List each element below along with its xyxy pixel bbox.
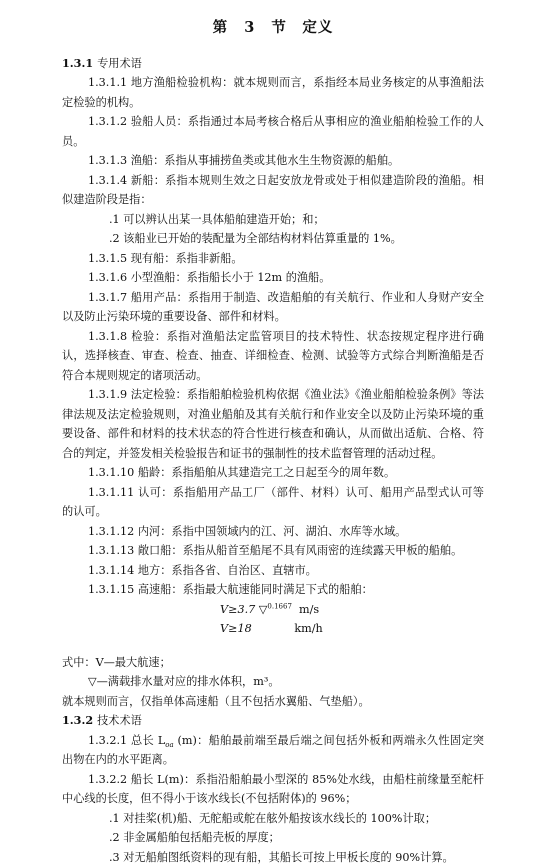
definition-paragraph: 1.3.1.5 现有船：系指非新船。 xyxy=(62,249,484,269)
definition-paragraph: 1.3.1.10 船龄：系指船舶从其建造完工之日起至今的周年数。 xyxy=(62,463,484,483)
formula-exponent: 0.1667 xyxy=(267,602,292,610)
scope-note: 就本规则而言，仅指单体高速船（且不包括水翼船、气垫船）。 xyxy=(62,692,484,712)
subsection-heading-special-terms xyxy=(62,54,484,74)
definition-paragraph: 1.3.1.7 船用产品：系指用于制造、改造船舶的有关航行、作业和人身财产安全以及防止污染环境的重要设备、部件和材料。 xyxy=(62,288,484,327)
list-item: .1 对挂桨(机)船、无舵船或舵在舷外船按该水线长的 100%计取； xyxy=(62,809,484,829)
subsection-number: 1.3.2 xyxy=(62,713,93,727)
definition-paragraph: 1.3.1.1 地方渔船检验机构：就本规则而言，系指经本局业务核定的从事渔船法定检验的机构。 xyxy=(62,73,484,112)
subsection-heading-technical-terms xyxy=(62,711,484,731)
formula-speed-kmh xyxy=(62,619,484,639)
definition-paragraph: 1.3.2.1 总长 $L_{oa}$ (m)：船舶最前端至最后端之间包括外板和两端永久性固定突出物在内的水平距离。 xyxy=(62,731,484,770)
list-item: .2 该船业已开始的装配量为全部结构材料估算重量的 1%。 xyxy=(62,229,484,249)
definition-paragraph: 1.3.1.6 小型渔船：系指船长小于 12m 的渔船。 xyxy=(62,268,484,288)
definition-paragraph: 1.3.1.9 法定检验：系指船舶检验机构依据《渔业法》《渔业船舶检验条例》等法律法规及法定检验规则，对渔业船舶及其有关航行和作业安全以及防止污染环境的重要设备、部件和材料的技术状态的符合性进行核查和确认，从而做出适航、合格、符合的判定，并签发相关检验报告和证书的强制性的技术监督管理的活动过程。 xyxy=(62,385,484,463)
formula-lhs: V≥3.7 ▽ xyxy=(220,603,267,616)
definition-paragraph: 1.3.1.15 高速船：系指最大航速能同时满足下式的船舶： xyxy=(62,580,484,600)
list-item: .1 可以辨认出某一具体船舶建造开始；和； xyxy=(62,210,484,230)
definition-paragraph: 1.3.1.8 检验：系指对渔船法定监管项目的技术特性、状态按规定程序进行确认，选择核查、审查、检查、抽查、详细检查、检测、试验等方式综合判断渔船是否符合本规则规定的诸项活动。 xyxy=(62,327,484,386)
formula-unit: km/h xyxy=(294,622,322,635)
definition-paragraph: 1.3.1.2 验船人员：系指通过本局考核合格后从事相应的渔业船舶检验工作的人员。 xyxy=(62,112,484,151)
list-item: .3 对无船舶图纸资料的现有船，其船长可按上甲板长度的 90%计算。 xyxy=(62,848,484,867)
subscript: oa xyxy=(165,741,173,749)
subsection-name: 技术术语 xyxy=(97,714,142,727)
definition-paragraph: 1.3.1.13 敞口船：系指从船首至船尾不具有风雨密的连续露天甲板的船舶。 xyxy=(62,541,484,561)
subsection-name: 专用术语 xyxy=(97,57,142,70)
definition-paragraph: 1.3.1.4 新船：系指本规则生效之日起安放龙骨或处于相似建造阶段的渔船。相似建造阶段是指： xyxy=(62,171,484,210)
formula-unit: m/s xyxy=(299,603,319,616)
list-item: .2 非金属船舶包括船壳板的厚度； xyxy=(62,828,484,848)
formula-speed-volume xyxy=(62,600,484,620)
formula-legend: 式中：V—最大航速； xyxy=(62,653,484,673)
definition-paragraph: 1.3.2.2 船长 L(m)：系指沿船舶最小型深的 85%处水线，由船柱前缘量至舵杆中心线的长度，但不得小于该水线长(不包括附体)的 96%； xyxy=(62,770,484,809)
definition-paragraph: 1.3.1.3 渔船：系指从事捕捞鱼类或其他水生生物资源的船舶。 xyxy=(62,151,484,171)
definition-paragraph: 1.3.1.11 认可：系指船用产品工厂（部件、材料）认可、船用产品型式认可等的认可。 xyxy=(62,483,484,522)
formula-lhs: V≥18 xyxy=(220,622,252,635)
section-title: 第 3 节 定义 xyxy=(62,18,484,38)
subsection-number: 1.3.1 xyxy=(62,56,93,70)
definition-paragraph: 1.3.1.12 内河：系指中国领域内的江、河、湖泊、水库等水域。 xyxy=(62,522,484,542)
definition-paragraph: 1.3.1.14 地方：系指各省、自治区、直辖市。 xyxy=(62,561,484,581)
formula-legend: ▽—满载排水量对应的排水体积，m³。 xyxy=(62,672,484,692)
